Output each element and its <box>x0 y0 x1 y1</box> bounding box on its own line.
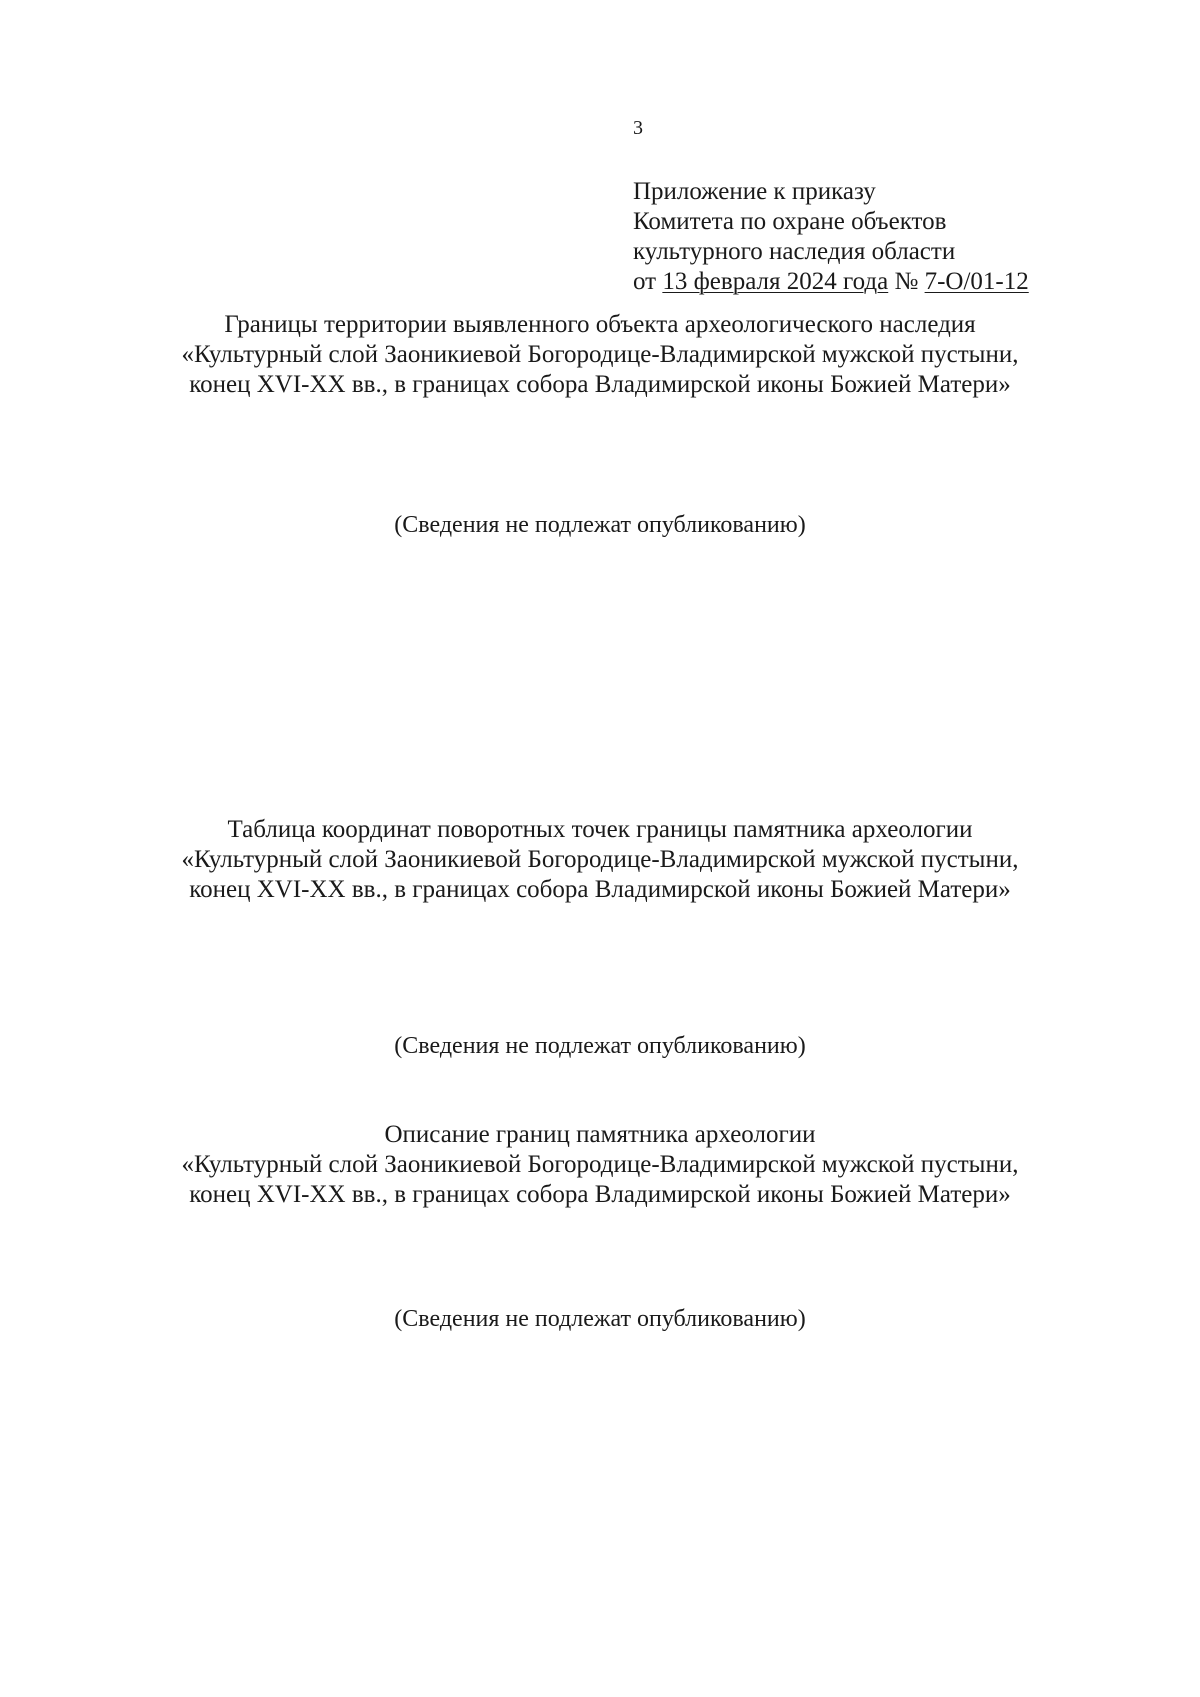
appendix-date-prefix: от <box>633 268 657 295</box>
appendix-line-3: культурного наследия области <box>633 238 956 265</box>
section-2-title <box>0 815 1200 905</box>
section-1-title-line-1: Границы территории выявленного объекта археологического наследия <box>224 311 976 338</box>
appendix-date: 13 февраля 2024 года <box>662 268 889 295</box>
appendix-header <box>633 177 1133 297</box>
section-1-title <box>0 310 1200 400</box>
section-3-note: (Сведения не подлежат опубликованию) <box>394 1306 806 1332</box>
section-1-title-line-2: «Культурный слой Заоникиевой Богородице-Владимирской мужской пустыни, <box>181 341 1019 368</box>
section-2-note: (Сведения не подлежат опубликованию) <box>394 1033 806 1059</box>
page-number: 3 <box>633 117 643 139</box>
section-2-title-line-1: Таблица координат поворотных точек границы памятника археологии <box>227 816 973 843</box>
section-3-title <box>0 1120 1200 1210</box>
appendix-number-sign: № <box>894 268 919 295</box>
appendix-line-1: Приложение к приказу <box>633 178 876 205</box>
section-3-title-line-2: «Культурный слой Заоникиевой Богородице-Владимирской мужской пустыни, <box>181 1151 1019 1178</box>
appendix-order-number: 7-О/01-12 <box>924 268 1029 295</box>
section-1-title-line-3: конец XVI-XX вв., в границах собора Владимирской иконы Божией Матери» <box>189 371 1011 398</box>
appendix-line-2: Комитета по охране объектов <box>633 208 947 235</box>
section-3-title-line-1: Описание границ памятника археологии <box>384 1121 816 1148</box>
section-1-note: (Сведения не подлежат опубликованию) <box>394 512 806 538</box>
appendix-line-4 <box>633 267 1133 297</box>
section-3-title-line-3: конец XVI-XX вв., в границах собора Владимирской иконы Божией Матери» <box>189 1181 1011 1208</box>
section-2-title-line-2: «Культурный слой Заоникиевой Богородице-Владимирской мужской пустыни, <box>181 846 1019 873</box>
section-2-title-line-3: конец XVI-XX вв., в границах собора Владимирской иконы Божией Матери» <box>189 876 1011 903</box>
